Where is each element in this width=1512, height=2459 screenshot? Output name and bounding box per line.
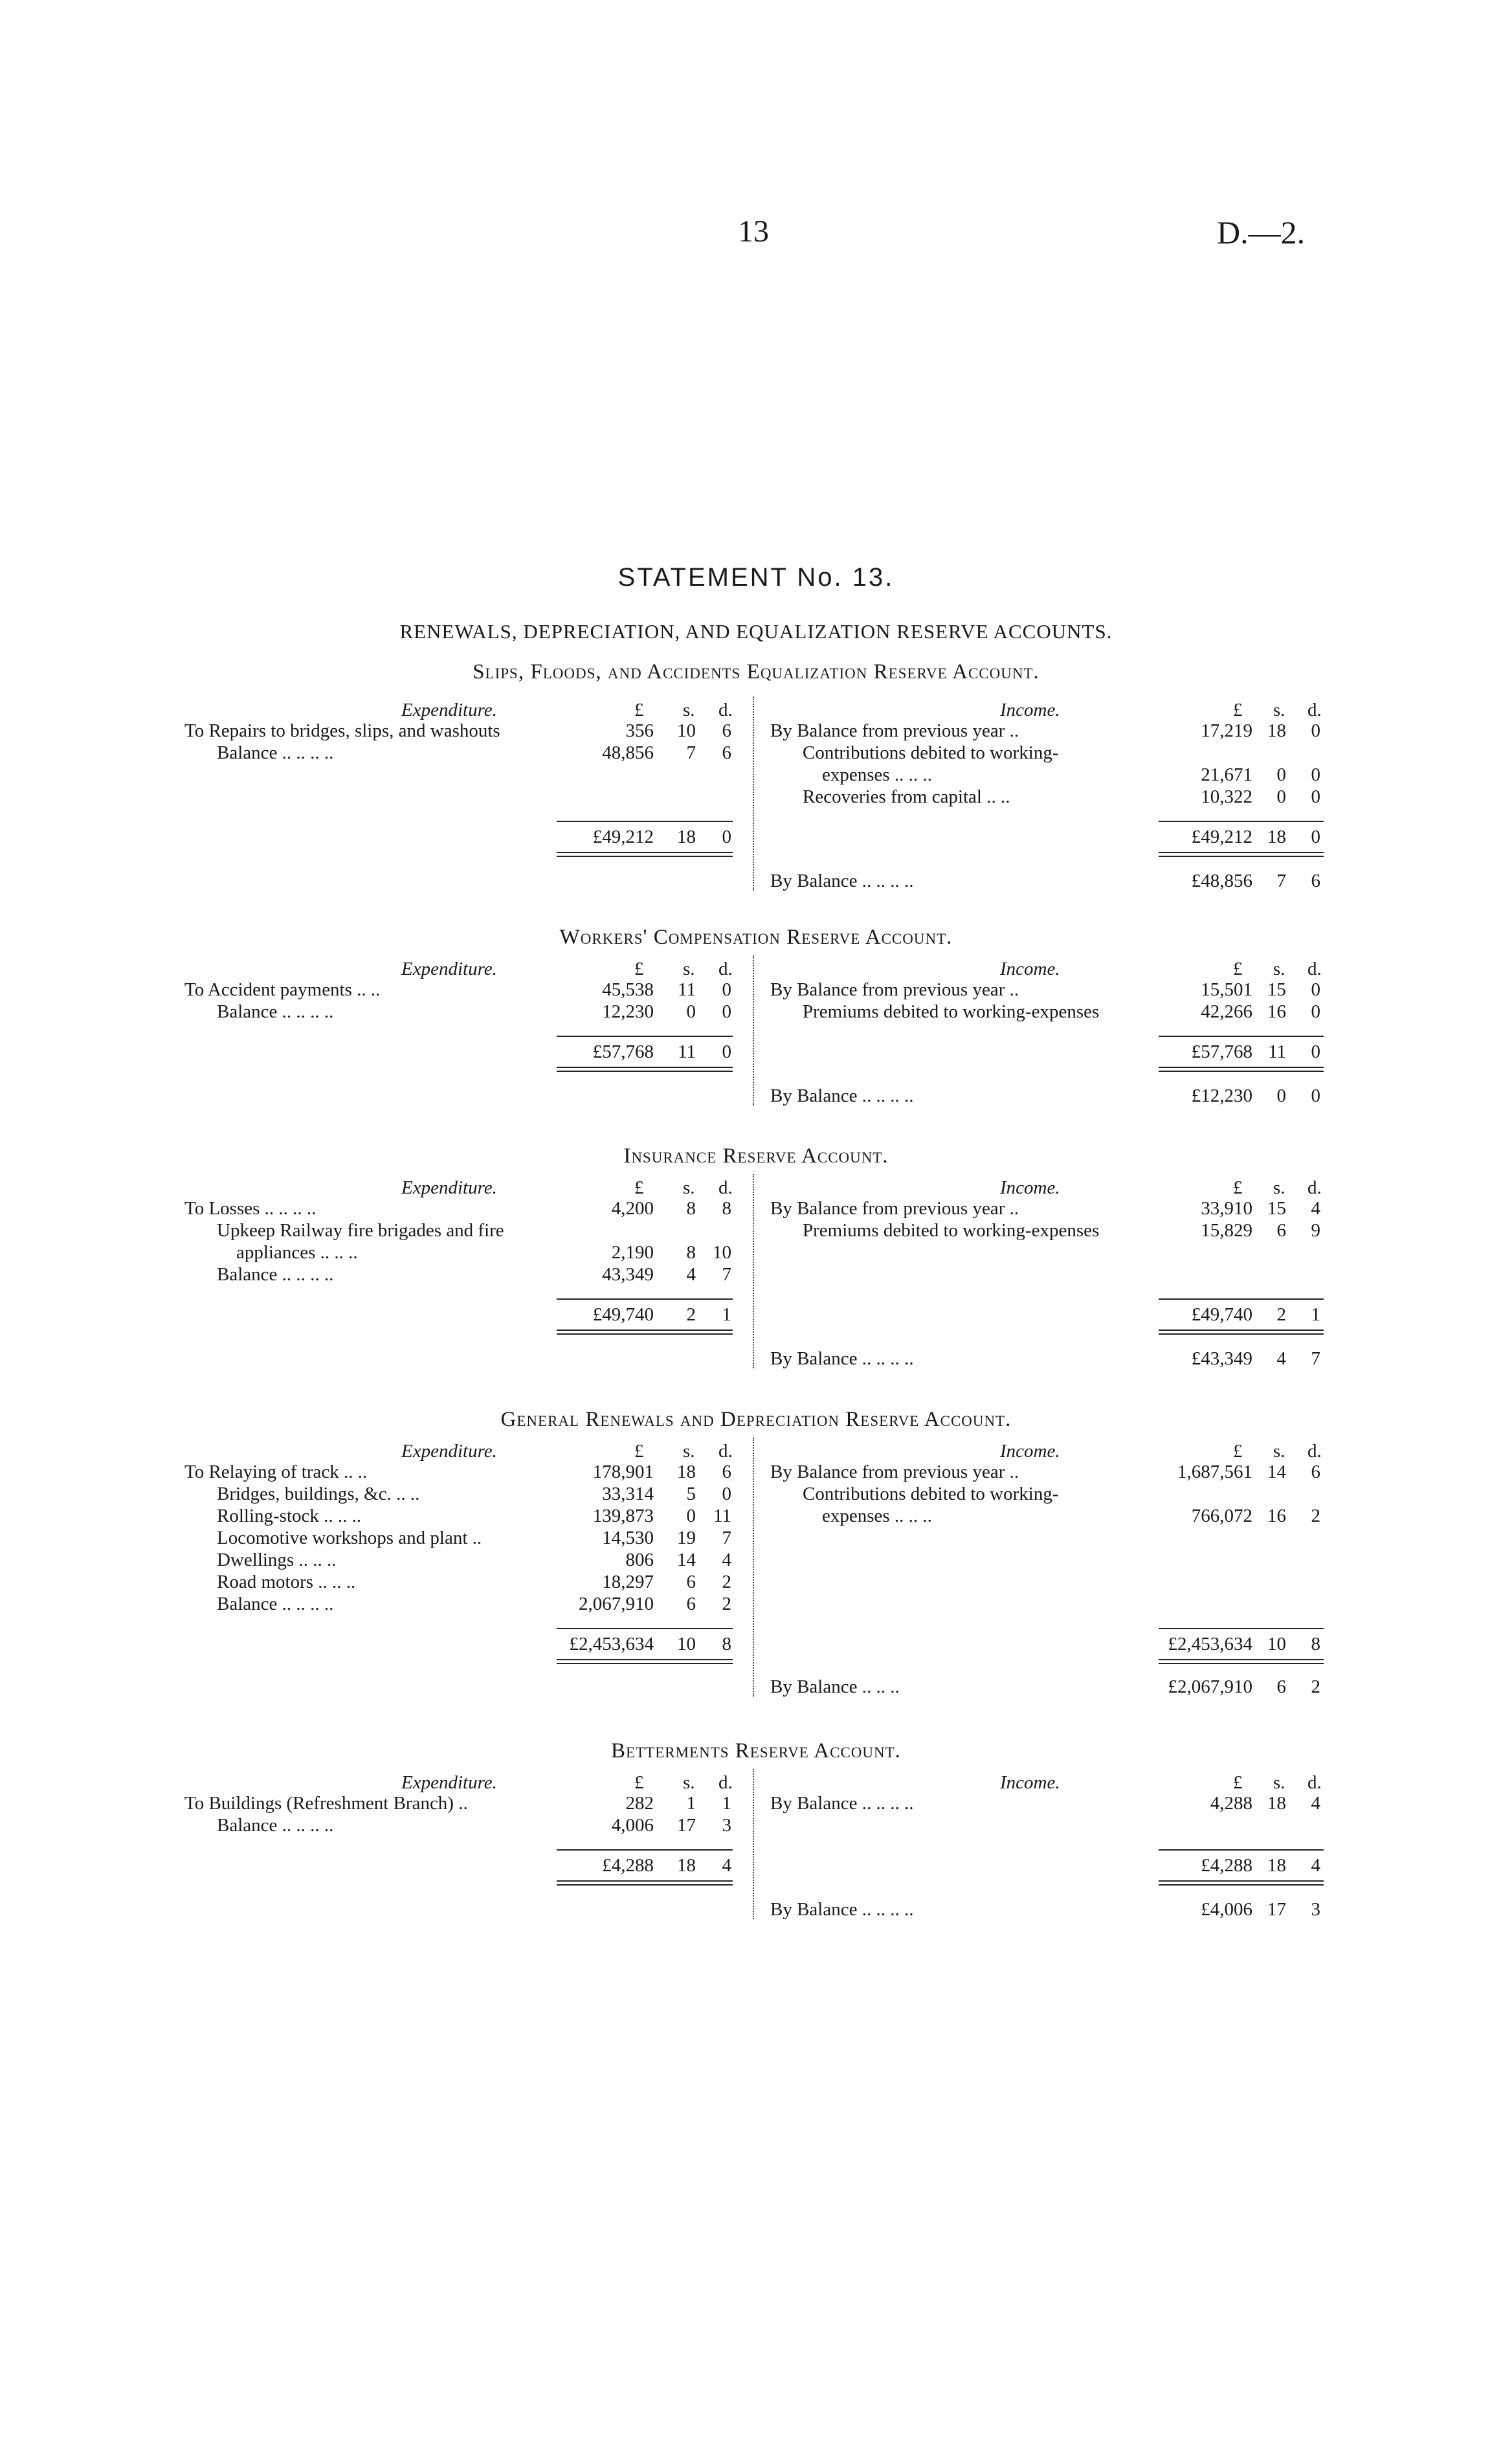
expenditure-total-shillings: 11 — [678, 1041, 696, 1062]
inc-col-pence: d. — [1307, 700, 1322, 720]
income-item-label: By Balance from previous year .. — [770, 1198, 1019, 1219]
income-item-shillings: 16 — [1267, 1506, 1286, 1526]
expenditure-item-label: To Accident payments .. .. — [184, 979, 381, 1000]
expenditure-item-pence: 0 — [722, 1001, 731, 1022]
income-item-pence: 0 — [1311, 764, 1320, 785]
expenditure-total-pence: 4 — [722, 1855, 731, 1876]
expenditure-item-shillings: 5 — [686, 1484, 696, 1504]
account-title: Workers' Compensation Reserve Account. — [559, 926, 953, 949]
exp-col-pence: d. — [718, 1441, 733, 1462]
income-total-shillings: 18 — [1267, 1855, 1286, 1876]
expenditure-total-pounds: £2,453,634 — [569, 1634, 654, 1654]
income-total-pounds: £4,288 — [1201, 1855, 1252, 1876]
expenditure-item-label: To Relaying of track .. .. — [184, 1462, 368, 1482]
expenditure-header: Expenditure. — [401, 1177, 497, 1198]
exp-col-shil: s. — [683, 1772, 695, 1793]
exp-col-pence: d. — [718, 700, 733, 720]
inc-col-pound: £ — [1233, 1177, 1243, 1198]
income-total-shillings: 11 — [1268, 1041, 1286, 1062]
exp-total-double-rule — [557, 1659, 733, 1664]
income-header: Income. — [1000, 1441, 1060, 1462]
account-title: Insurance Reserve Account. — [623, 1144, 889, 1168]
income-item-pounds: 766,072 — [1191, 1506, 1252, 1526]
expenditure-item-pounds: 12,230 — [602, 1001, 654, 1022]
exp-col-shil: s. — [683, 700, 695, 720]
inc-col-pence: d. — [1307, 1177, 1322, 1198]
income-item-pence: 4 — [1311, 1793, 1320, 1814]
expenditure-item-label: Balance .. .. .. .. — [217, 1264, 334, 1285]
income-item-pence: 4 — [1311, 1198, 1320, 1219]
expenditure-item-label: Balance .. .. .. .. — [217, 1001, 334, 1022]
income-item-shillings: 0 — [1276, 786, 1286, 807]
account-title: Betterments Reserve Account. — [611, 1739, 901, 1763]
expenditure-header: Expenditure. — [401, 700, 497, 720]
inc-col-shil: s. — [1273, 1177, 1285, 1198]
by-balance-shillings: 4 — [1276, 1348, 1286, 1369]
expenditure-item-label: Balance .. .. .. .. — [217, 742, 334, 763]
income-item-pounds: 10,322 — [1201, 786, 1252, 807]
expenditure-item-label: To Buildings (Refreshment Branch) .. — [184, 1793, 468, 1814]
income-item-label: Contributions debited to working- — [803, 1484, 1059, 1504]
by-balance-pounds: £12,230 — [1191, 1085, 1252, 1106]
expenditure-item-label: Upkeep Railway fire brigades and fire — [217, 1220, 504, 1241]
expenditure-header: Expenditure. — [401, 959, 497, 979]
expenditure-item-pounds: 356 — [625, 720, 654, 741]
expenditure-item-pence: 1 — [722, 1793, 731, 1814]
statement-title: STATEMENT No. 13. — [617, 563, 895, 592]
expenditure-total-shillings: 10 — [677, 1634, 696, 1654]
inc-col-pound: £ — [1233, 959, 1243, 979]
exp-col-shil: s. — [683, 1441, 695, 1462]
by-balance-shillings: 6 — [1276, 1676, 1286, 1697]
income-header: Income. — [1000, 700, 1060, 720]
expenditure-item-pence: 6 — [722, 742, 731, 763]
income-item-shillings: 18 — [1267, 1793, 1286, 1814]
income-item-pounds: 1,687,561 — [1177, 1462, 1252, 1482]
exp-total-rule — [557, 1298, 733, 1300]
expenditure-item-shillings: 11 — [678, 979, 696, 1000]
exp-col-pound: £ — [634, 959, 644, 979]
exp-col-shil: s. — [683, 959, 695, 979]
income-item-pounds: 42,266 — [1201, 1001, 1252, 1022]
exp-col-pence: d. — [718, 959, 733, 979]
income-header: Income. — [1000, 1772, 1060, 1793]
inc-col-pound: £ — [1233, 700, 1243, 720]
exp-col-pound: £ — [634, 1177, 644, 1198]
expenditure-item-pence: 6 — [722, 720, 731, 741]
exp-total-rule — [557, 1036, 733, 1037]
expenditure-item-label: Locomotive workshops and plant .. — [217, 1528, 482, 1548]
expenditure-item-label: Bridges, buildings, &c. .. .. — [217, 1484, 420, 1504]
expenditure-item-pence: 4 — [722, 1550, 731, 1570]
expenditure-item-pence: 2 — [722, 1572, 731, 1592]
income-total-shillings: 10 — [1267, 1634, 1286, 1654]
exp-total-rule — [557, 1628, 733, 1629]
expenditure-item-pence: 0 — [722, 979, 731, 1000]
expenditure-item-pounds: 282 — [625, 1793, 654, 1814]
expenditure-header: Expenditure. — [401, 1772, 497, 1793]
by-balance-label: By Balance .. .. .. .. — [770, 1899, 914, 1920]
expenditure-total-pence: 8 — [722, 1634, 731, 1654]
expenditure-header: Expenditure. — [401, 1441, 497, 1462]
expenditure-item-label: appliances .. .. .. — [236, 1242, 358, 1263]
inc-total-rule — [1159, 1298, 1324, 1300]
income-item-shillings: 15 — [1267, 1198, 1286, 1219]
inc-total-double-rule — [1159, 1659, 1324, 1664]
inc-col-pence: d. — [1307, 1441, 1322, 1462]
exp-col-pound: £ — [634, 1772, 644, 1793]
page-number: 13 — [738, 214, 769, 249]
income-item-pounds: 17,219 — [1201, 720, 1252, 741]
income-total-shillings: 18 — [1267, 827, 1286, 847]
exp-total-double-rule — [557, 1067, 733, 1072]
expenditure-item-pounds: 2,190 — [611, 1242, 654, 1263]
expenditure-total-pounds: £49,212 — [592, 827, 654, 847]
expenditure-item-pence: 8 — [722, 1198, 731, 1219]
inc-col-shil: s. — [1273, 1441, 1285, 1462]
income-item-label: expenses .. .. .. — [822, 1506, 932, 1526]
by-balance-pence: 6 — [1311, 871, 1320, 891]
expenditure-item-shillings: 1 — [686, 1793, 696, 1814]
expenditure-item-pence: 7 — [722, 1528, 731, 1548]
expenditure-item-shillings: 14 — [677, 1550, 696, 1570]
expenditure-item-shillings: 0 — [686, 1506, 696, 1526]
expenditure-item-shillings: 8 — [686, 1198, 696, 1219]
expenditure-item-pounds: 43,349 — [602, 1264, 654, 1285]
income-item-shillings: 14 — [1267, 1462, 1286, 1482]
income-total-pounds: £57,768 — [1191, 1041, 1252, 1062]
inc-total-rule — [1159, 821, 1324, 822]
account-title: General Renewals and Depreciation Reserve Account. — [500, 1408, 1012, 1431]
income-item-pence: 6 — [1311, 1462, 1320, 1482]
exp-total-rule — [557, 821, 733, 822]
expenditure-item-shillings: 17 — [677, 1815, 696, 1836]
exp-total-double-rule — [557, 1330, 733, 1335]
exp-col-shil: s. — [683, 1177, 695, 1198]
inc-total-double-rule — [1159, 1880, 1324, 1886]
by-balance-shillings: 7 — [1276, 871, 1286, 891]
expenditure-item-pounds: 18,297 — [602, 1572, 654, 1592]
exp-total-rule — [557, 1849, 733, 1851]
income-item-label: By Balance from previous year .. — [770, 720, 1019, 741]
income-item-label: Premiums debited to working-expenses — [803, 1220, 1100, 1241]
income-item-shillings: 18 — [1267, 720, 1286, 741]
inc-col-pence: d. — [1307, 1772, 1322, 1793]
exp-col-pence: d. — [718, 1772, 733, 1793]
expenditure-item-shillings: 8 — [686, 1242, 696, 1263]
expenditure-item-pence: 6 — [722, 1462, 731, 1482]
expenditure-item-pounds: 33,314 — [602, 1484, 654, 1504]
inc-col-pound: £ — [1233, 1441, 1243, 1462]
expenditure-total-pence: 0 — [722, 1041, 731, 1062]
income-item-label: Premiums debited to working-expenses — [803, 1001, 1100, 1022]
expenditure-item-pounds: 45,538 — [602, 979, 654, 1000]
exp-total-double-rule — [557, 1880, 733, 1886]
income-item-pence: 2 — [1311, 1506, 1320, 1526]
income-item-label: Contributions debited to working- — [803, 742, 1059, 763]
by-balance-shillings: 0 — [1276, 1085, 1286, 1106]
expenditure-item-pence: 2 — [722, 1594, 731, 1614]
expenditure-item-pounds: 2,067,910 — [579, 1594, 654, 1614]
income-total-pounds: £49,740 — [1191, 1304, 1252, 1325]
expenditure-item-label: Balance .. .. .. .. — [217, 1594, 334, 1614]
income-item-pence: 0 — [1311, 720, 1320, 741]
expenditure-total-pence: 1 — [722, 1304, 731, 1325]
expenditure-item-shillings: 7 — [686, 742, 696, 763]
income-item-shillings: 0 — [1276, 764, 1286, 785]
by-balance-pence: 3 — [1311, 1899, 1320, 1920]
expenditure-item-shillings: 4 — [686, 1264, 696, 1285]
expenditure-item-pence: 0 — [722, 1484, 731, 1504]
expenditure-total-shillings: 18 — [677, 1855, 696, 1876]
expenditure-item-shillings: 6 — [686, 1572, 696, 1592]
expenditure-item-pence: 3 — [722, 1815, 731, 1836]
income-item-pence: 0 — [1311, 979, 1320, 1000]
inc-total-rule — [1159, 1628, 1324, 1629]
income-item-label: By Balance from previous year .. — [770, 979, 1019, 1000]
by-balance-pounds: £2,067,910 — [1168, 1676, 1252, 1697]
expenditure-total-shillings: 2 — [686, 1304, 696, 1325]
expenditure-item-pence: 10 — [713, 1242, 731, 1263]
inc-total-double-rule — [1159, 1067, 1324, 1072]
income-item-label: By Balance from previous year .. — [770, 1462, 1019, 1482]
column-divider — [753, 955, 754, 1106]
income-item-shillings: 15 — [1267, 979, 1286, 1000]
expenditure-item-shillings: 19 — [677, 1528, 696, 1548]
by-balance-label: By Balance .. .. .. .. — [770, 871, 914, 891]
income-total-pounds: £2,453,634 — [1168, 1634, 1252, 1654]
expenditure-item-pounds: 139,873 — [592, 1506, 654, 1526]
main-title: RENEWALS, DEPRECIATION, AND EQUALIZATION RESERVE ACCOUNTS. — [399, 620, 1113, 643]
expenditure-total-pounds: £4,288 — [602, 1855, 654, 1876]
exp-total-double-rule — [557, 852, 733, 857]
inc-total-rule — [1159, 1036, 1324, 1037]
inc-col-shil: s. — [1273, 700, 1285, 720]
income-item-label: expenses .. .. .. — [822, 764, 932, 785]
income-header: Income. — [1000, 959, 1060, 979]
expenditure-total-pounds: £49,740 — [592, 1304, 654, 1325]
income-item-pounds: 4,288 — [1210, 1793, 1252, 1814]
column-divider — [753, 1769, 754, 1919]
by-balance-pounds: £4,006 — [1201, 1899, 1252, 1920]
inc-total-rule — [1159, 1849, 1324, 1851]
income-item-pence: 0 — [1311, 1001, 1320, 1022]
expenditure-item-label: Dwellings .. .. .. — [217, 1550, 337, 1570]
income-item-pounds: 33,910 — [1201, 1198, 1252, 1219]
by-balance-label: By Balance .. .. .. .. — [770, 1348, 914, 1369]
income-total-pence: 0 — [1311, 1041, 1320, 1062]
column-divider — [753, 1174, 754, 1368]
page-reference: D.—2. — [1217, 214, 1306, 250]
expenditure-item-label: Rolling-stock .. .. .. — [217, 1506, 362, 1526]
by-balance-pence: 7 — [1311, 1348, 1320, 1369]
income-item-pence: 9 — [1311, 1220, 1320, 1241]
column-divider — [753, 696, 754, 891]
by-balance-pounds: £43,349 — [1191, 1348, 1252, 1369]
inc-total-double-rule — [1159, 1330, 1324, 1335]
income-item-label: By Balance .. .. .. .. — [770, 1793, 914, 1814]
income-total-pence: 4 — [1311, 1855, 1320, 1876]
by-balance-pence: 0 — [1311, 1085, 1320, 1106]
exp-col-pound: £ — [634, 700, 644, 720]
income-total-shillings: 2 — [1276, 1304, 1286, 1325]
by-balance-shillings: 17 — [1267, 1899, 1286, 1920]
expenditure-item-shillings: 18 — [677, 1462, 696, 1482]
expenditure-item-shillings: 6 — [686, 1594, 696, 1614]
income-item-label: Recoveries from capital .. .. — [803, 786, 1010, 807]
income-total-pence: 1 — [1311, 1304, 1320, 1325]
expenditure-item-pounds: 4,006 — [611, 1815, 654, 1836]
income-total-pence: 0 — [1311, 827, 1320, 847]
expenditure-total-pence: 0 — [722, 827, 731, 847]
expenditure-item-pence: 7 — [722, 1264, 731, 1285]
inc-col-pound: £ — [1233, 1772, 1243, 1793]
income-total-pence: 8 — [1311, 1634, 1320, 1654]
expenditure-item-label: Balance .. .. .. .. — [217, 1815, 334, 1836]
by-balance-label: By Balance .. .. .. — [770, 1676, 900, 1697]
account-title: Slips, Floods, and Accidents Equalization Reserve Account. — [472, 660, 1040, 684]
income-item-pounds: 21,671 — [1201, 764, 1252, 785]
exp-col-pound: £ — [634, 1441, 644, 1462]
exp-col-pence: d. — [718, 1177, 733, 1198]
expenditure-item-shillings: 10 — [677, 720, 696, 741]
by-balance-label: By Balance .. .. .. .. — [770, 1085, 914, 1106]
expenditure-item-pounds: 14,530 — [602, 1528, 654, 1548]
income-item-pounds: 15,829 — [1201, 1220, 1252, 1241]
by-balance-pounds: £48,856 — [1191, 871, 1252, 891]
inc-total-double-rule — [1159, 852, 1324, 857]
expenditure-item-pounds: 806 — [625, 1550, 654, 1570]
column-divider — [753, 1438, 754, 1697]
expenditure-item-pence: 11 — [713, 1506, 731, 1526]
income-total-pounds: £49,212 — [1191, 827, 1252, 847]
income-item-shillings: 6 — [1276, 1220, 1286, 1241]
expenditure-total-pounds: £57,768 — [592, 1041, 654, 1062]
inc-col-shil: s. — [1273, 1772, 1285, 1793]
expenditure-item-shillings: 0 — [686, 1001, 696, 1022]
income-item-pounds: 15,501 — [1201, 979, 1252, 1000]
income-header: Income. — [1000, 1177, 1060, 1198]
expenditure-item-label: To Repairs to bridges, slips, and washouts — [184, 720, 500, 741]
expenditure-item-pounds: 4,200 — [611, 1198, 654, 1219]
expenditure-item-label: To Losses .. .. .. .. — [184, 1198, 317, 1219]
expenditure-item-label: Road motors .. .. .. — [217, 1572, 356, 1592]
income-item-shillings: 16 — [1267, 1001, 1286, 1022]
expenditure-item-pounds: 48,856 — [602, 742, 654, 763]
inc-col-shil: s. — [1273, 959, 1285, 979]
income-item-pence: 0 — [1311, 786, 1320, 807]
inc-col-pence: d. — [1307, 959, 1322, 979]
expenditure-item-pounds: 178,901 — [592, 1462, 654, 1482]
expenditure-total-shillings: 18 — [677, 827, 696, 847]
by-balance-pence: 2 — [1311, 1676, 1320, 1697]
